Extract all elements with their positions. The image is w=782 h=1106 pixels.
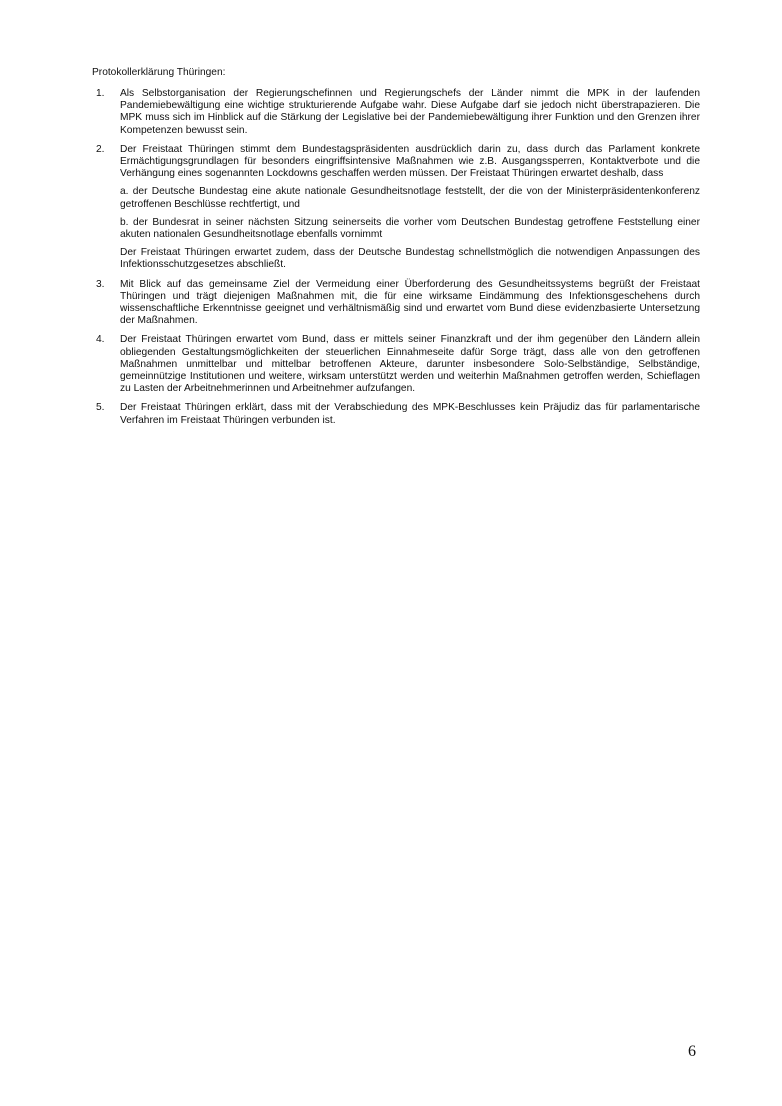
list-item-2	[92, 144, 700, 272]
item-paragraph: Der Freistaat Thüringen erklärt, dass mit der Verabschiedung des MPK-Beschlusses kein Präjudiz das für parlamentarische Verfahren im Freistaat Thüringen verbunden ist.	[120, 402, 700, 426]
item-paragraph: Der Freistaat Thüringen erwartet zudem, dass der Deutsche Bundestag schnellstmöglich die notwendigen Anpassungen des Infektionsschutzgesetzes abschließt.	[120, 247, 700, 271]
item-number: 3.	[96, 278, 105, 290]
list-item-3	[92, 279, 700, 328]
list-item-1	[92, 88, 700, 137]
list-item-5	[92, 402, 700, 426]
item-paragraph: Als Selbstorganisation der Regierungschefinnen und Regierungschefs der Länder nimmt die MPK in der laufenden Pandemiebewältigung eine wichtige strukturierende Aufgabe wahr. Diese Aufgabe darf sie jedoch nicht überstrapazieren. Die MPK muss sich im Hinblick auf die Stärkung der Legislative bei der Pandemiebewältigung ihrer Funktion und den Grenzen ihrer Kompetenzen bewusst sein.	[120, 88, 700, 136]
sub-item-a: a. der Deutsche Bundestag eine akute nationale Gesundheitsnotlage feststellt, der die von der Ministerpräsidentenkonferenz getroffenen Beschlüsse rechtfertigt, und	[120, 186, 700, 210]
page-number: 6	[688, 1043, 696, 1060]
declaration-list	[92, 88, 700, 434]
item-number: 4.	[96, 334, 105, 346]
item-number: 5.	[96, 402, 105, 414]
item-number: 2.	[96, 143, 105, 155]
document-heading: Protokollerklärung Thüringen:	[92, 67, 226, 78]
item-paragraph: Der Freistaat Thüringen stimmt dem Bundestagspräsidenten ausdrücklich darin zu, dass durch das Parlament konkrete Ermächtigungsgrundlagen für besonders eingriffsintensive Maßnahmen wie z.B. Ausgangssperren, Kontaktverbote und die Verhängung eines sogenannten Lockdowns geschaffen werden müssen. Der Freistaat Thüringen erwartet deshalb, dass	[120, 143, 700, 180]
item-paragraph: Der Freistaat Thüringen erwartet vom Bund, dass er mittels seiner Finanzkraft und der ihm gegenüber den Ländern allein obliegenden Gestaltungsmöglichkeiten der steuerlichen Einnahmeseite dafür Sorge trägt, dass alle von den getroffenen Maßnahmen unmittelbar und mittelbar betroffenen Akteure, darunter insbesondere Solo-Selbständige, Selbständige, gemeinnützige Institutionen und weitere, wirksam unterstützt werden und weiterhin Maßnahmen getroffen werden, Schieflagen zu Lasten der Arbeitnehmerinnen und Arbeitnehmer aufzufangen.	[120, 334, 700, 395]
list-item-4	[92, 334, 700, 395]
sub-item-b: b. der Bundesrat in seiner nächsten Sitzung seinerseits die vorher vom Deutschen Bundestag getroffene Feststellung einer akuten nationalen Gesundheitsnotlage ebenfalls vornimmt	[120, 216, 700, 241]
item-number: 1.	[96, 88, 105, 99]
item-paragraph: Mit Blick auf das gemeinsame Ziel der Vermeidung einer Überforderung des Gesundheitssystems begrüßt der Freistaat Thüringen und trägt diejenigen Maßnahmen mit, die für eine wirksame Eindämmung des Infektionsgeschehens durch wissenschaftliche Erkenntnisse geeignet und verhältnismäßig sind und erwartet vom Bund diese evidenzbasierte Untersetzung der Maßnahmen.	[120, 278, 700, 327]
